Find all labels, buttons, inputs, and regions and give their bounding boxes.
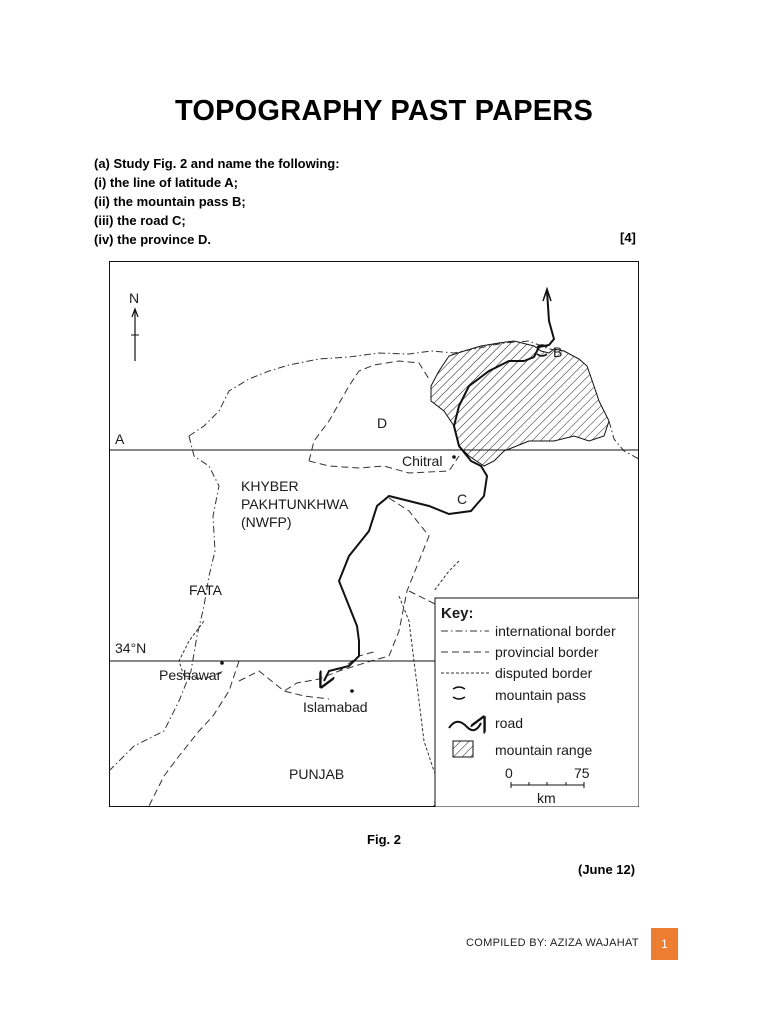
label-34n: 34°N — [115, 640, 147, 656]
label-fata: FATA — [189, 582, 222, 598]
page-title: TOPOGRAPHY PAST PAPERS — [174, 95, 593, 127]
peshawar-dot — [220, 661, 224, 665]
key-mountain-range: mountain range — [495, 742, 593, 758]
key-provincial-border: provincial border — [495, 644, 599, 660]
label-b: B — [553, 344, 563, 360]
page-number: 1 — [651, 928, 678, 960]
label-khyber-3: (NWFP) — [241, 514, 292, 530]
key-mountain-pass: mountain pass — [495, 687, 587, 703]
scale-end: 75 — [574, 765, 590, 781]
islamabad-dot — [350, 689, 354, 693]
key-title: Key: — [441, 605, 474, 622]
question-part-ii: (ii) the mountain pass B; — [94, 194, 246, 209]
label-c: C — [457, 491, 468, 507]
figure-map — [109, 261, 639, 807]
footer-compiled-by: COMPILED BY: AZIZA WAJAHAT — [466, 937, 639, 949]
question-part-i: (i) the line of latitude A; — [94, 175, 238, 190]
label-peshawar: Peshawar — [159, 667, 222, 683]
exam-date: (June 12) — [578, 862, 636, 877]
key-international-border: international border — [495, 623, 616, 639]
scale-unit: km — [537, 790, 556, 806]
key-road: road — [495, 715, 524, 731]
label-a: A — [115, 431, 125, 447]
north-label: N — [129, 290, 140, 306]
chitral-dot — [452, 455, 456, 459]
label-khyber-2: PAKHTUNKHWA — [241, 496, 349, 512]
marks-label: [4] — [620, 230, 636, 245]
label-islamabad: Islamabad — [303, 699, 368, 715]
map-key — [435, 598, 639, 807]
question-part-iv: (iv) the province D. — [94, 232, 212, 247]
label-punjab: PUNJAB — [289, 766, 345, 782]
question-part-iii: (iii) the road C; — [94, 213, 186, 228]
question-intro: (a) Study Fig. 2 and name the following: — [94, 156, 340, 171]
label-khyber-1: KHYBER — [241, 478, 299, 494]
label-chitral: Chitral — [402, 453, 443, 469]
label-d: D — [377, 415, 388, 431]
scale-start: 0 — [505, 765, 513, 781]
key-disputed-border: disputed border — [495, 665, 593, 681]
figure-caption: Fig. 2 — [367, 832, 401, 847]
